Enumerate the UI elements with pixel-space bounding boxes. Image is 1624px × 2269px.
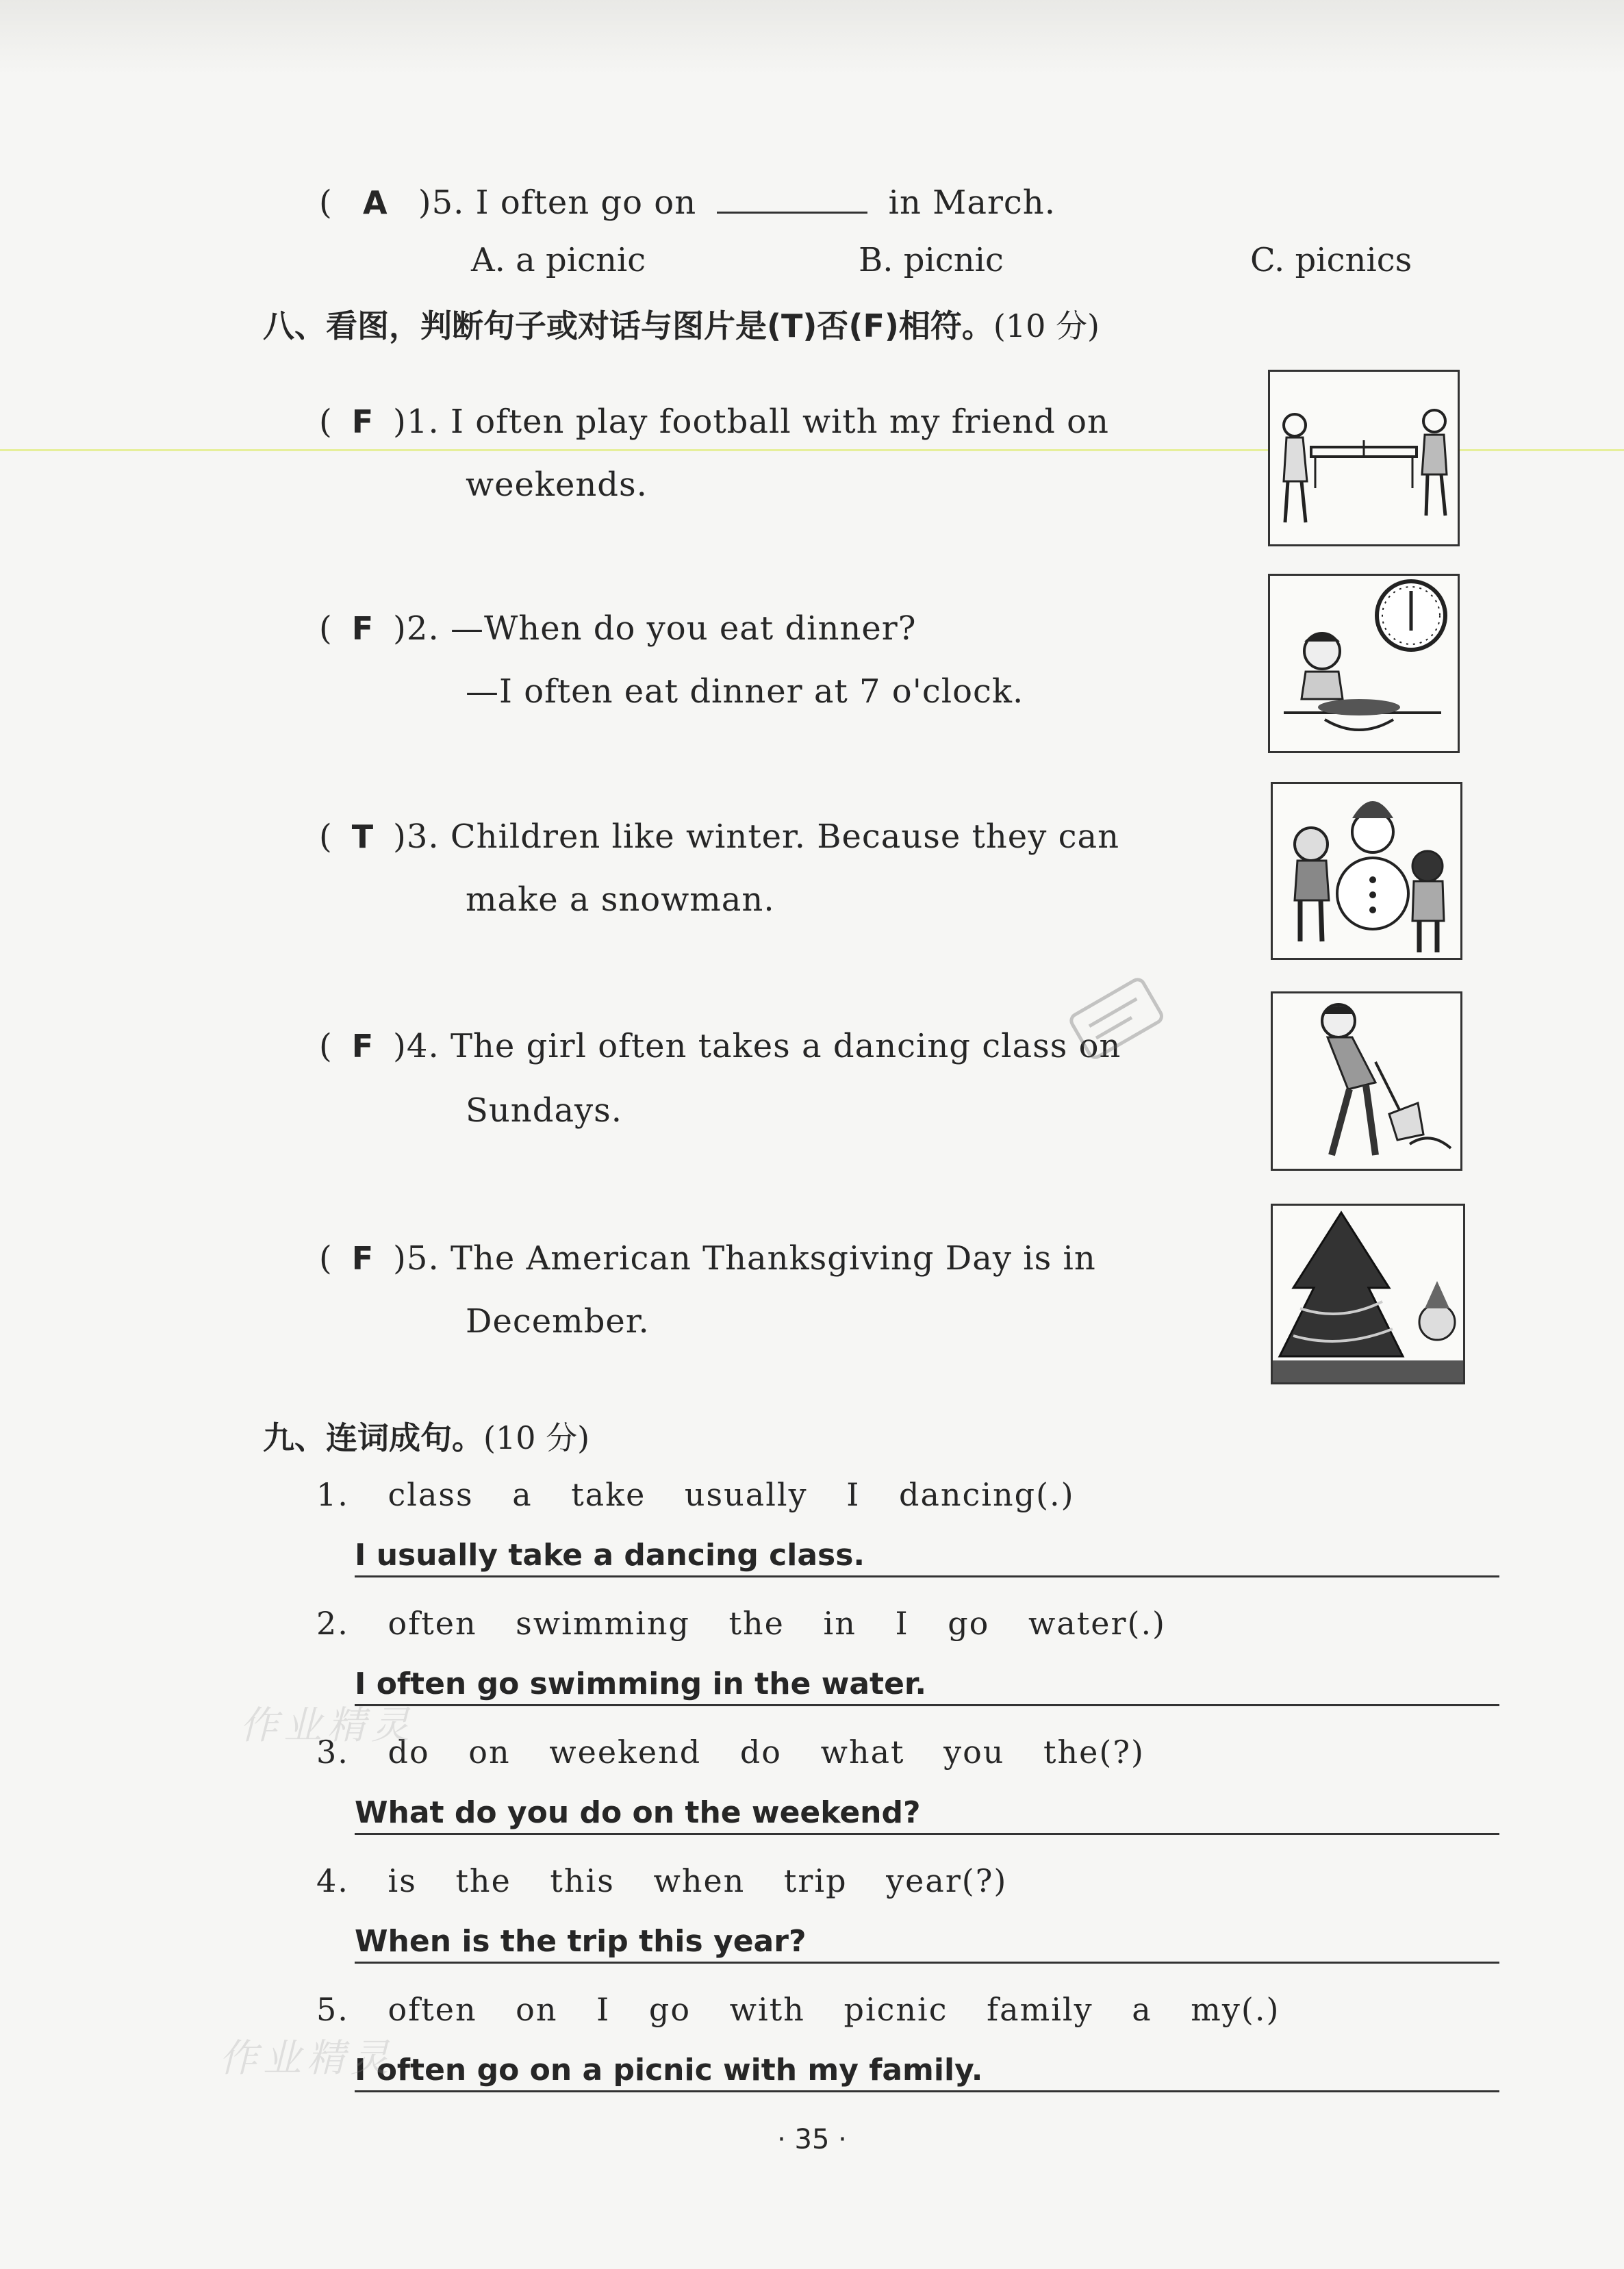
scan-edge [0,0,1624,75]
section-9-points: (10 分) [483,1419,590,1456]
answer-mark: F [351,1240,375,1277]
section-9-title: 九、连词成句。 [263,1419,483,1456]
open-paren: ( [319,817,333,856]
option-c: C. picnics [1250,241,1412,279]
watermark-text-1: 作业精灵 [240,1703,415,1748]
scrambled-words-1: 1. class a take usually I dancing(.) [316,1476,1075,1513]
open-paren: ( [319,609,333,648]
ping-pong-players-picture [1268,370,1460,546]
question-text: —When do you eat dinner? [450,609,917,648]
option-b: B. picnic [859,241,1004,279]
judge-item-5-line2: December. [466,1302,650,1341]
answer-mark: A [363,184,388,221]
question-text-after: in March. [888,183,1056,222]
question-text-before: I often go on [475,183,697,222]
christmas-tree-picture [1271,1204,1465,1384]
question-number: )3. [393,817,440,856]
answer-mark: F [351,403,375,440]
open-paren: ( [319,403,333,441]
children-snowman-picture [1271,782,1462,960]
question-number: )5. [393,1239,440,1278]
page-number: · 35 · [777,2124,847,2155]
answer-mark: T [351,818,375,855]
answer-mark: F [351,1028,375,1065]
question-text: Children like winter. Because they can [450,817,1119,856]
judge-item-3-line2: make a snowman. [466,880,775,919]
section-8-heading [263,301,1100,346]
ping-pong-drawing [1270,372,1458,544]
judge-item-2-line1 [319,609,916,648]
sweeping-drawing [1273,993,1460,1169]
open-paren: ( [319,1239,333,1278]
scrambled-words-3: 3. do on weekend do what you the(?) [316,1734,1145,1771]
section-8-points: (10 分) [993,307,1100,344]
answer-mark: F [351,610,375,647]
judge-item-3-line1 [319,817,1119,856]
question-text: The girl often takes a dancing class on [450,1027,1121,1065]
boy-clock-drawing [1270,576,1458,751]
question-number: )2. [393,609,440,648]
scrambled-words-5: 5. often on I go with picnic family a my(.) [316,1991,1280,2028]
option-a: A. a picnic [471,241,646,279]
question-7-5 [319,183,1056,222]
judge-item-1-line2: weekends. [466,466,648,504]
sentence-answer-4: When is the trip this year? [355,1924,1499,1964]
question-text: The American Thanksgiving Day is in [450,1239,1096,1278]
section-9-heading [263,1413,589,1458]
scrambled-words-4: 4. is the this when trip year(?) [316,1862,1008,1899]
watermark-text-2: 作业精灵 [219,2036,394,2081]
question-number: )1. [393,403,440,441]
sentence-answer-5: I often go on a picnic with my family. [355,2053,1499,2092]
boy-eating-clock-picture [1268,574,1460,753]
answer-blank [717,184,867,214]
judge-item-4-line2: Sundays. [466,1091,623,1130]
judge-item-1-line1 [319,403,1109,441]
scrambled-words-2: 2. often swimming the in I go water(.) [316,1605,1167,1642]
question-number: )5. [418,183,465,222]
snowman-drawing [1273,784,1460,958]
question-text: I often play football with my friend on [450,403,1109,441]
judge-item-4-line1 [319,1027,1121,1065]
girl-sweeping-picture [1271,991,1462,1171]
open-paren: ( [319,1027,333,1065]
sentence-answer-1: I usually take a dancing class. [355,1538,1499,1577]
christmas-tree-drawing [1273,1206,1463,1382]
section-8-title: 八、看图，判断句子或对话与图片是(T)否(F)相符。 [263,307,993,344]
sentence-answer-2: I often go swimming in the water. [355,1666,1499,1706]
sentence-answer-3: What do you do on the weekend? [355,1795,1499,1835]
judge-item-2-line2: —I often eat dinner at 7 o'clock. [466,672,1024,711]
judge-item-5-line1 [319,1239,1096,1278]
question-number: )4. [393,1027,440,1065]
open-paren: ( [319,183,333,222]
